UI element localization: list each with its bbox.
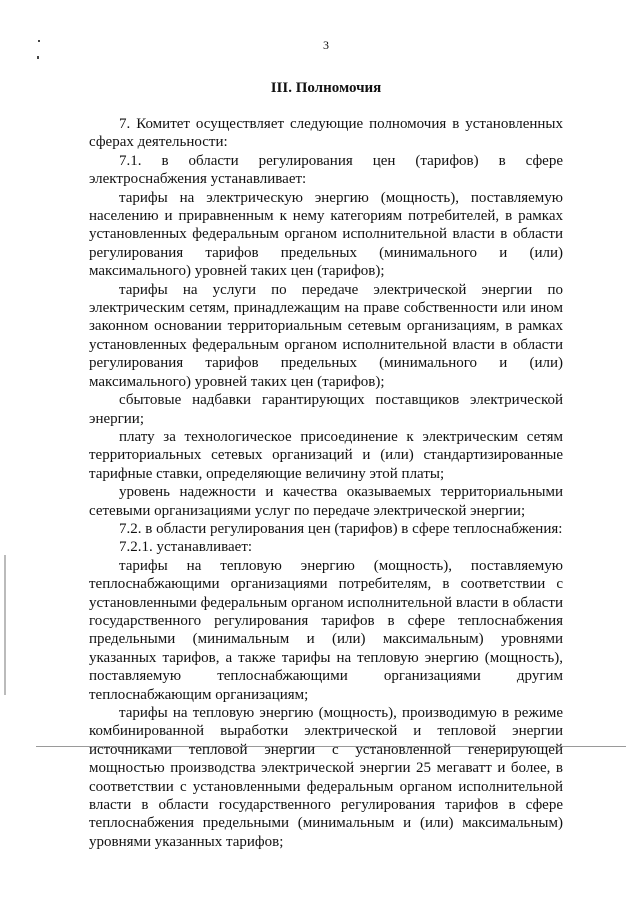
scan-speck	[37, 56, 39, 59]
section-title: III. Полномочия	[270, 80, 382, 96]
paragraph: 7.2.1. устанавливает:	[119, 539, 253, 556]
paragraph: тарифы на услуги по передаче электрической энергии по электрическим сетям, принадлежащим на праве собственности или ином законном основании территориальным сетевым организациям, в рамках установленных федеральным органом исполнительной власти в области регулирования тарифов предельных (минимального и (или) максимального) уровней таких цен (тарифов);	[89, 281, 563, 390]
paragraph: 7.2. в области регулирования цен (тарифов) в сфере теплоснабжения:	[119, 520, 563, 537]
page-number: 3	[323, 38, 329, 52]
paragraph: тарифы на электрическую энергию (мощность), поставляемую населению и приравненным к нему категориям потребителей, в рамках установленных федеральным органом исполнительной власти в области регулирования тарифов предельных (минимального и (или) максимального) уровней таких цен (тарифов);	[89, 189, 563, 280]
scan-speck	[4, 555, 6, 695]
paragraph: 7.1. в области регулирования цен (тарифов) в сфере электроснабжения устанавливает:	[89, 152, 563, 188]
paragraph: тарифы на тепловую энергию (мощность), производимую в режиме комбинированной выработки электрической и тепловой энергии источниками тепловой энергии с установленной генерирующей мощностью производства электрической энергии 25 мегаватт и более, в соответствии с установленными федеральным органом исполнительной власти в области государственного регулирования тарифов в сфере теплоснабжения предельными (минимальным и (или) максимальным) уровнями указанных тарифов;	[89, 705, 563, 850]
paragraph: плату за технологическое присоединение к электрическим сетям территориальных сетевых организаций и (или) стандартизированные тарифные ставки, определяющие величину этой платы;	[89, 428, 563, 482]
paragraph: уровень надежности и качества оказываемых территориальными сетевыми организациями услуг по передаче электрической энергии;	[89, 484, 563, 519]
document-body	[89, 115, 563, 851]
paragraph: 7. Комитет осуществляет следующие полномочия в установленных сферах деятельности:	[89, 116, 563, 151]
paragraph: тарифы на тепловую энергию (мощность), поставляемую теплоснабжающими организациями потребителям, в соответствии с установленными федеральным органом исполнительной власти в области государственного регулирования тарифов в сфере теплоснабжения предельными (минимальным и (или) максимальным) уровнями указанных тарифов, а также тарифы на тепловую энергию (мощность), поставляемую теплоснабжающими организациями другим теплоснабжающим организациям;	[89, 557, 563, 703]
paragraph: сбытовые надбавки гарантирующих поставщиков электрической энергии;	[89, 392, 563, 427]
